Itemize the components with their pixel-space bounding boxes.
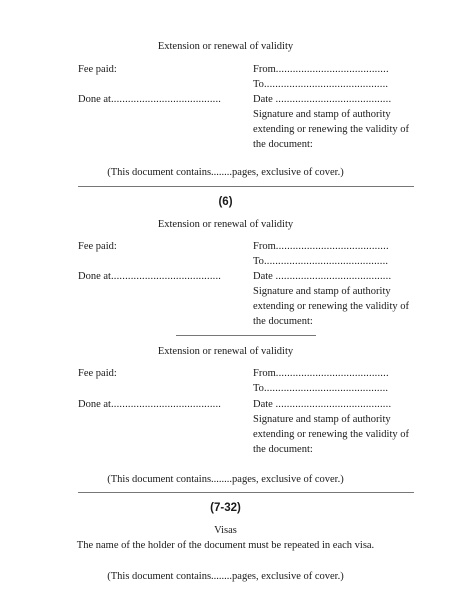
signature-line-3a: Signature and stamp of authority: [253, 414, 391, 425]
signature-line-1a: Signature and stamp of authority: [253, 109, 391, 120]
signature-line-2b: extending or renewing the validity of: [253, 301, 409, 312]
section-heading-3: Extension or renewal of validity: [157, 346, 294, 357]
page-number-7-32: (7-32): [210, 502, 241, 514]
signature-line-2a: Signature and stamp of authority: [253, 286, 391, 297]
signature-line-3b: extending or renewing the validity of: [253, 429, 409, 440]
divider-short: [176, 335, 316, 336]
contains-note-3: (This document contains........pages, exclusive of cover.): [107, 571, 344, 582]
signature-line-3c: the document:: [253, 444, 313, 455]
section-heading-1: Extension or renewal of validity: [157, 41, 294, 52]
fee-paid-label-2: Fee paid:: [78, 241, 117, 252]
date-line-2: Date .........................................: [253, 271, 392, 282]
section-heading-2: Extension or renewal of validity: [157, 219, 294, 230]
page-number-6: (6): [218, 196, 233, 208]
done-at-line-3: Done at.......................................: [78, 399, 222, 410]
contains-note-1: (This document contains........pages, exclusive of cover.): [107, 167, 344, 178]
signature-line-1b: extending or renewing the validity of: [253, 124, 409, 135]
signature-line-2c: the document:: [253, 316, 313, 327]
date-line-1: Date .........................................: [253, 94, 392, 105]
signature-line-1c: the document:: [253, 139, 313, 150]
from-line-1: From........................................: [253, 64, 389, 75]
visas-title: Visas: [214, 525, 237, 536]
divider-1: [78, 186, 414, 187]
from-line-2: From........................................: [253, 241, 389, 252]
done-at-line-2: Done at.......................................: [78, 271, 222, 282]
done-at-line-1: Done at.......................................: [78, 94, 222, 105]
fee-paid-label-3: Fee paid:: [78, 368, 117, 379]
to-line-2: To............................................: [253, 256, 389, 267]
from-line-3: From........................................: [253, 368, 389, 379]
to-line-1: To............................................: [253, 79, 389, 90]
fee-paid-label-1: Fee paid:: [78, 64, 117, 75]
date-line-3: Date .........................................: [253, 399, 392, 410]
to-line-3: To............................................: [253, 383, 389, 394]
divider-2: [78, 492, 414, 493]
contains-note-2: (This document contains........pages, exclusive of cover.): [107, 474, 344, 485]
visas-note: The name of the holder of the document must be repeated in each visa.: [76, 540, 375, 551]
